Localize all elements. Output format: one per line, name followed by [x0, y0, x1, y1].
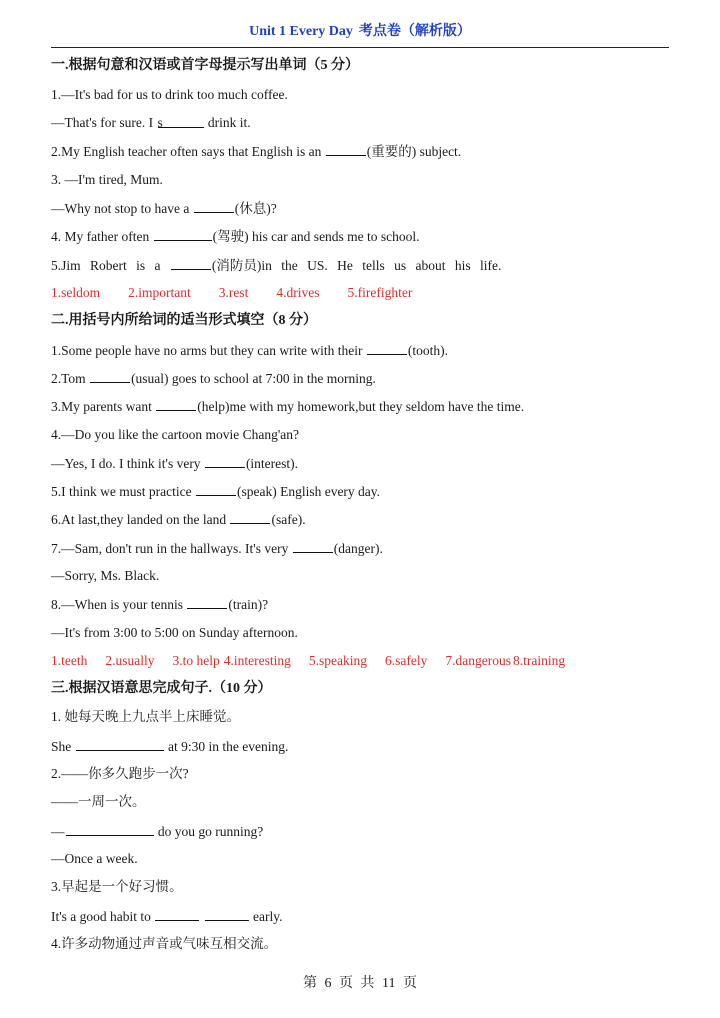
- s3-q2-cn-a: 2.——你多久跑步一次?: [51, 766, 189, 781]
- s2-q1: [51, 340, 691, 360]
- s2-answer-3: 3.to help: [172, 653, 220, 668]
- s1-q5-post: (消防员)in the US. He tells us about his life.: [211, 258, 502, 273]
- s2-q1-post: (tooth).: [407, 343, 449, 358]
- s3-q3: [51, 906, 691, 926]
- s2-q8a-post: (train)?: [228, 597, 269, 612]
- s2-answer-1: 1.teeth: [51, 653, 88, 668]
- s2-answer-2: 2.usually: [105, 653, 155, 668]
- s2-q4-blank[interactable]: [205, 453, 245, 468]
- s2-q6-post: (safe).: [271, 512, 306, 527]
- s1-q2-blank[interactable]: [326, 141, 366, 156]
- s2-q5: [51, 481, 691, 501]
- s3-q1-cn: 1. 她每天晚上九点半上床睡觉。: [51, 709, 240, 724]
- s3-q3-pre: It's a good habit to: [51, 909, 155, 924]
- s2-q3-pre: 3.My parents want: [51, 399, 156, 414]
- s2-q8-blank[interactable]: [187, 594, 227, 609]
- header-divider: [51, 47, 669, 48]
- s1-q3b-post: (休息)?: [234, 201, 277, 216]
- s1-q1b-pre: —That's for sure. I: [51, 115, 157, 130]
- s1-q1-line-b: [51, 113, 691, 133]
- s1-q3-line-b: [51, 198, 691, 218]
- s3-q3-post: early.: [249, 909, 283, 924]
- s2-q3-post: (help)me with my homework,but they seldom have the time.: [197, 399, 525, 414]
- s1-answers: [51, 283, 691, 303]
- s2-q4b-pre: —Yes, I do. I think it's very: [51, 456, 204, 471]
- s1-q3-blank[interactable]: [194, 198, 234, 213]
- s2-q6: [51, 509, 691, 529]
- s2-q3: [51, 396, 691, 416]
- s2-answers: [51, 651, 691, 671]
- header-title-en: Unit 1 Every Day: [249, 24, 353, 39]
- s1-q1-line-a: 1.—It's bad for us to drink too much coffee.: [51, 87, 288, 102]
- s3-q1-blank[interactable]: [76, 736, 164, 751]
- s2-q3-blank[interactable]: [156, 396, 196, 411]
- s1-q4-pre: 4. My father often: [51, 229, 153, 244]
- s2-answer-8: 8.training: [512, 653, 566, 668]
- s1-q5-pre: 5.Jim Robert is a: [51, 258, 170, 273]
- section3-heading: 三.根据汉语意思完成句子.（10 分）: [51, 681, 272, 696]
- s2-q1-blank[interactable]: [367, 340, 407, 355]
- s2-q5-pre: 5.I think we must practice: [51, 484, 195, 499]
- s2-answer-7: 7.dangerous: [445, 653, 511, 668]
- s1-q2-post: (重要的) subject.: [366, 144, 462, 159]
- s2-q6-blank[interactable]: [230, 509, 270, 524]
- s1-q4-blank[interactable]: [154, 226, 212, 241]
- s3-q3-cn: 3.早起是一个好习惯。: [51, 879, 183, 894]
- s3-q1-post: at 9:30 in the evening.: [164, 739, 289, 754]
- s3-q2-cn-b: ——一周一次。: [51, 794, 146, 809]
- header-title-cn: 考点卷（解析版）: [358, 24, 471, 39]
- s1-answer-4: 4.drives: [276, 285, 320, 300]
- s1-answer-2: 2.important: [128, 285, 191, 300]
- s1-q3b-pre: —Why not stop to have a: [51, 201, 193, 216]
- s1-q5-blank[interactable]: [171, 255, 211, 270]
- s2-q2-post: (usual) goes to school at 7:00 in the morning.: [131, 371, 376, 386]
- s2-q2: [51, 368, 691, 388]
- s2-q2-pre: 2.Tom: [51, 371, 90, 386]
- s2-q5-blank[interactable]: [196, 481, 236, 496]
- s1-q3-line-a: 3. —I'm tired, Mum.: [51, 172, 163, 187]
- s2-q7-blank[interactable]: [293, 538, 333, 553]
- s1-q4: [51, 226, 691, 246]
- s2-q7a-post: (danger).: [333, 541, 383, 556]
- s2-q4-line-a: 4.—Do you like the cartoon movie Chang'an?: [51, 427, 299, 442]
- page-number-footer: 第 6 页 共 11 页: [303, 976, 417, 991]
- s2-q4-line-b: [51, 453, 691, 473]
- s1-q4-post: (驾驶) his car and sends me to school.: [212, 229, 420, 244]
- s1-q1b-post: drink it.: [204, 115, 251, 130]
- s2-q1-pre: 1.Some people have no arms but they can write with their: [51, 343, 366, 358]
- s2-q5-post: (speak) English every day.: [236, 484, 381, 499]
- s1-q1-blank[interactable]: [158, 113, 204, 128]
- s3-q2-post: do you go running?: [154, 824, 264, 839]
- s2-q7-line-b: —Sorry, Ms. Black.: [51, 568, 160, 583]
- s3-q4-cn: 4.许多动物通过声音或气味互相交流。: [51, 936, 278, 951]
- s2-q7-line-a: [51, 538, 691, 558]
- s1-answer-5: 5.firefighter: [347, 285, 413, 300]
- s2-q4b-post: (interest).: [245, 456, 299, 471]
- s2-q8-line-b: —It's from 3:00 to 5:00 on Sunday afternoon.: [51, 625, 298, 640]
- s2-q7a-pre: 7.—Sam, don't run in the hallways. It's very: [51, 541, 292, 556]
- s3-q1: [51, 736, 691, 756]
- section2-heading: 二.用括号内所给词的适当形式填空（8 分）: [51, 313, 317, 328]
- s3-q2-blank[interactable]: [66, 821, 154, 836]
- s3-q3-blank-1[interactable]: [155, 906, 199, 921]
- s3-q1-pre: She: [51, 739, 75, 754]
- s2-q2-blank[interactable]: [90, 368, 130, 383]
- s1-q5: [51, 255, 691, 275]
- s1-q2: [51, 141, 691, 161]
- s3-q3-blank-2[interactable]: [205, 906, 249, 921]
- s2-answer-6: 6.safely: [385, 653, 428, 668]
- s2-q8a-pre: 8.—When is your tennis: [51, 597, 187, 612]
- s3-q2-pre: —: [51, 824, 65, 839]
- s1-q1-hint-letter: s: [157, 115, 163, 130]
- s2-answer-5: 5.speaking: [308, 653, 367, 668]
- s1-q2-pre: 2.My English teacher often says that English is an: [51, 144, 325, 159]
- s2-q6-pre: 6.At last,they landed on the land: [51, 512, 230, 527]
- s3-q2-answer: —Once a week.: [51, 851, 138, 866]
- page-header: [0, 20, 720, 40]
- s2-answer-4: 4.interesting: [223, 653, 291, 668]
- section1-heading: 一.根据句意和汉语或首字母提示写出单词（5 分）: [51, 58, 359, 73]
- s2-q8-line-a: [51, 594, 691, 614]
- s1-answer-3: 3.rest: [218, 285, 249, 300]
- s3-q2: [51, 821, 691, 841]
- s1-answer-1: 1.seldom: [51, 285, 101, 300]
